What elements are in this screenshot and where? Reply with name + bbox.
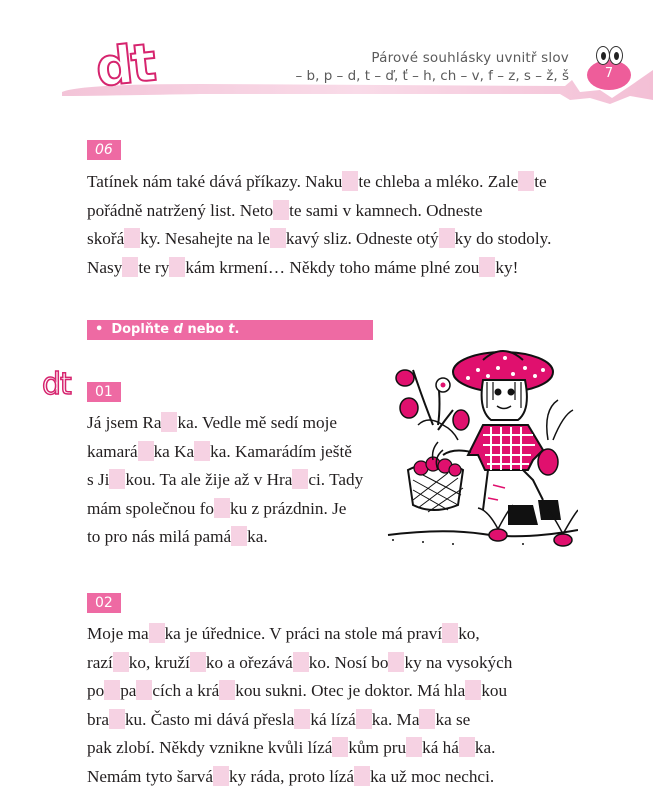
- logo-dt: dt: [93, 33, 158, 99]
- blank-input[interactable]: [124, 228, 140, 248]
- instruction-bar: • Doplňte d nebo t.: [87, 320, 373, 340]
- blank-input[interactable]: [136, 680, 152, 700]
- blank-input[interactable]: [214, 498, 230, 518]
- text-line: to pro nás milá pamá ka.: [87, 527, 268, 547]
- page-number: 7: [604, 66, 614, 81]
- side-dt-marker: dt: [42, 367, 71, 402]
- text-line: bra ku. Často mi dává přesla ká lízá ka. Ma ka se: [87, 709, 471, 729]
- text-line: s Ji kou. Ta ale žije až v Hra ci. Tady: [87, 470, 364, 490]
- text-line: Nasy te ry kám krmení… Někdy toho máme plné zou ky!: [87, 257, 519, 277]
- text-line: Moje ma ka je úřednice. V práci na stole má praví ko,: [87, 624, 480, 643]
- blank-input[interactable]: [294, 709, 310, 729]
- bullet-icon: •: [95, 322, 104, 337]
- page-number-badge: [587, 60, 631, 90]
- text-line: Já jsem Ra ka. Vedle mě sedí moje: [87, 413, 338, 432]
- blank-input[interactable]: [292, 469, 308, 489]
- blank-input[interactable]: [419, 709, 435, 729]
- blank-input[interactable]: [356, 709, 372, 729]
- blank-input[interactable]: [270, 228, 286, 248]
- exercise-01-text: [87, 409, 363, 552]
- blank-input[interactable]: [465, 680, 481, 700]
- text-line: pak zlobí. Někdy vznikne kvůli lízá kům pru ká há ka.: [87, 738, 496, 758]
- text-line: Nemám tyto šarvá ky ráda, proto lízá ka už moc nechci.: [87, 766, 495, 786]
- blank-input[interactable]: [190, 652, 206, 672]
- exercise-number-01: 01: [87, 382, 121, 402]
- exercise-number-02: 02: [87, 593, 121, 613]
- blank-input[interactable]: [439, 228, 455, 248]
- blank-input[interactable]: [406, 737, 422, 757]
- header-title: Párové souhlásky uvnitř slov: [371, 50, 569, 66]
- blank-input[interactable]: [442, 623, 458, 643]
- text-line: Tatínek nám také dává příkazy. Naku te chleba a mléko. Zale te: [87, 172, 547, 191]
- blank-input[interactable]: [109, 709, 125, 729]
- blank-input[interactable]: [149, 623, 165, 643]
- blank-input[interactable]: [219, 680, 235, 700]
- blank-input[interactable]: [518, 171, 534, 191]
- text-line: po pa cích a krá kou sukni. Otec je doktor. Má hla kou: [87, 681, 508, 701]
- exercise-06-text: [87, 168, 551, 282]
- text-line: skořá ky. Nesahejte na le kavý sliz. Odneste otý ky do stodoly.: [87, 229, 552, 249]
- blank-input[interactable]: [138, 441, 154, 461]
- text-line: kamará ka Ka ka. Kamarádím ještě: [87, 441, 352, 461]
- blank-input[interactable]: [479, 257, 495, 277]
- blank-input[interactable]: [169, 257, 185, 277]
- text-line: mám společnou fo ku z prázdnin. Je: [87, 498, 347, 518]
- blank-input[interactable]: [459, 737, 475, 757]
- exercise-02-text: [87, 620, 512, 792]
- girl-gardening-illustration: [383, 330, 578, 552]
- right-eye-icon: [609, 46, 623, 65]
- blank-input[interactable]: [161, 412, 177, 432]
- exercise-number-06: 06: [87, 140, 121, 160]
- blank-input[interactable]: [113, 652, 129, 672]
- text-line: razí ko, kruží ko a ořezává ko. Nosí bo ky na vysokých: [87, 652, 513, 672]
- blank-input[interactable]: [273, 200, 289, 220]
- blank-input[interactable]: [231, 526, 247, 546]
- blank-input[interactable]: [194, 441, 210, 461]
- blank-input[interactable]: [342, 171, 358, 191]
- blank-input[interactable]: [388, 652, 404, 672]
- blank-input[interactable]: [213, 766, 229, 786]
- page-header: [0, 0, 653, 110]
- blank-input[interactable]: [332, 737, 348, 757]
- text-line: pořádně natržený list. Neto te sami v kamnech. Odneste: [87, 200, 483, 220]
- header-subtitle: – b, p – d, t – ď, ť – h, ch – v, f – z, s – ž, š: [295, 68, 569, 84]
- blank-input[interactable]: [122, 257, 138, 277]
- blank-input[interactable]: [104, 680, 120, 700]
- left-eye-icon: [596, 46, 610, 65]
- blank-input[interactable]: [354, 766, 370, 786]
- blank-input[interactable]: [109, 469, 125, 489]
- blank-input[interactable]: [293, 652, 309, 672]
